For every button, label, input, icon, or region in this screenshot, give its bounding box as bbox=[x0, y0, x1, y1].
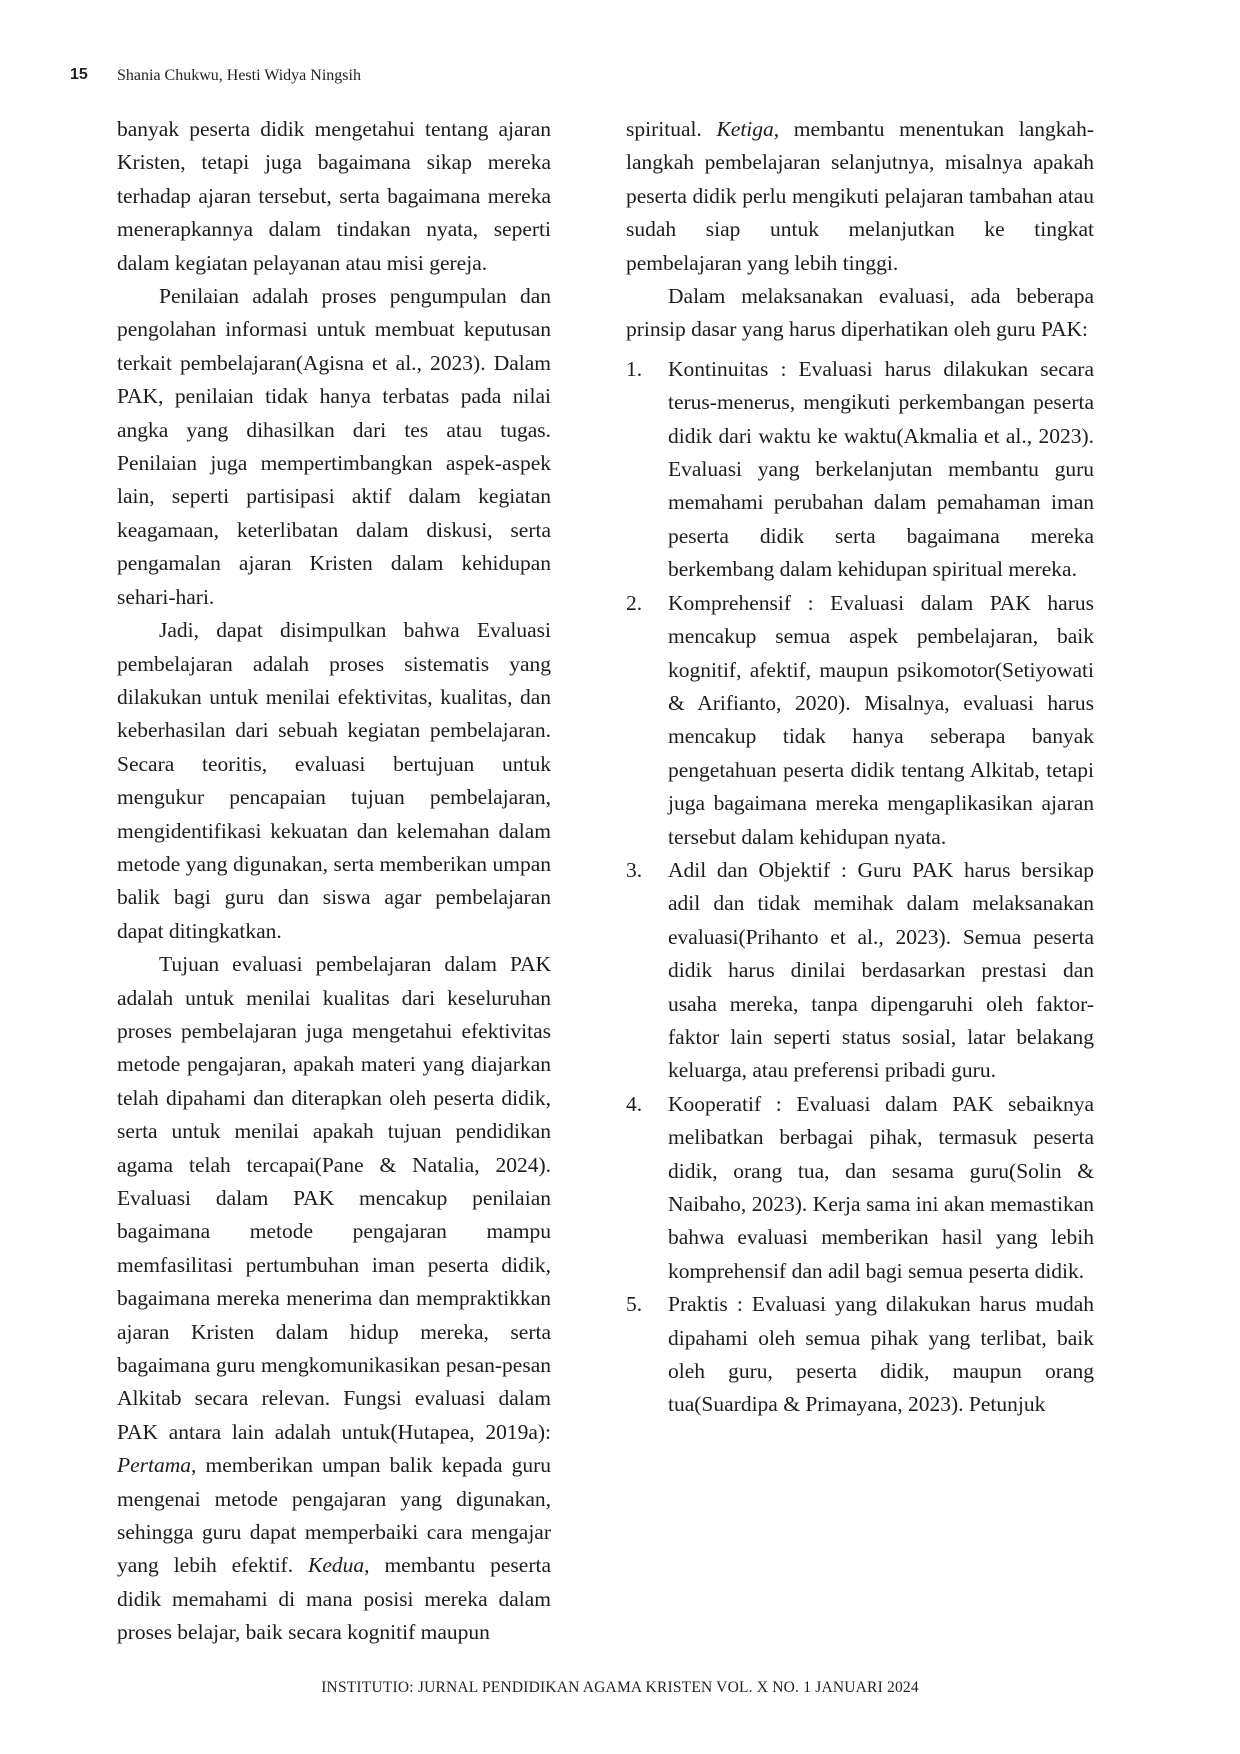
list-number: 3. bbox=[626, 857, 643, 882]
page-number: 15 bbox=[70, 66, 88, 83]
paragraph-text: spiritual. bbox=[626, 117, 717, 141]
list-item bbox=[626, 587, 1094, 854]
list-number: 4. bbox=[626, 1091, 643, 1116]
paragraph: Dalam melaksanakan evaluasi, ada beberapa prinsip dasar yang harus diperhatikan oleh guru PAK: bbox=[626, 284, 1094, 342]
list-number: 2. bbox=[626, 590, 643, 615]
paragraph: Jadi, dapat disimpulkan bahwa Evaluasi pembelajaran adalah proses sistematis yang dilakukan untuk menilai efektivitas, kualitas, dan keberhasilan dari sebuah kegiatan pembelajaran. Secara teoritis, evaluasi bertujuan untuk mengukur pencapaian tujuan pembelajaran, mengidentifikasi kekuatan dan kelemahan dalam metode yang digunakan, serta memberikan umpan balik bagi guru dan siswa agar pembelajaran dapat ditingkatkan. bbox=[117, 618, 551, 943]
list-item bbox=[626, 353, 1094, 587]
right-column bbox=[626, 113, 1094, 1422]
emphasis-ketiga: Ketiga bbox=[716, 117, 774, 141]
list-item bbox=[626, 1288, 1094, 1422]
left-column bbox=[117, 113, 551, 1650]
emphasis-kedua: Kedua bbox=[308, 1553, 365, 1578]
list-number: 1. bbox=[626, 356, 643, 381]
list-text: Komprehensif : Evaluasi dalam PAK harus mencakup semua aspek pembelajaran, baik kognitif, afektif, maupun psikomotor(Setiyowati & Arifianto, 2020). Misalnya, evaluasi harus mencakup tidak hanya seberapa banyak pengetahuan peserta didik tentang Alkitab, tetapi juga bagaimana mereka mengaplikasikan ajaran tersebut dalam kehidupan nyata. bbox=[668, 590, 1094, 849]
list-text: Kontinuitas : Evaluasi harus dilakukan secara terus-menerus, mengikuti perkembangan peserta didik dari waktu ke waktu(Akmalia et al., 2023). Evaluasi yang berkelanjutan membantu guru memahami perubahan dalam pemahaman iman peserta didik serta bagaimana mereka berkembang dalam kehidupan spiritual mereka. bbox=[668, 356, 1094, 582]
list-item bbox=[626, 1088, 1094, 1288]
paragraph-text: , membantu peserta didik memahami di mana posisi mereka dalam proses belajar, baik secara kognitif maupun bbox=[117, 1553, 551, 1645]
paragraph-text: , membantu menentukan langkah-langkah pembelajaran selanjutnya, misalnya apakah peserta didik perlu mengikuti pelajaran tambahan atau sudah siap untuk melanjutkan ke tingkat pembelajaran yang lebih tinggi. bbox=[626, 117, 1094, 275]
principles-list bbox=[626, 353, 1094, 1422]
list-text: Kooperatif : Evaluasi dalam PAK sebaiknya melibatkan berbagai pihak, termasuk peserta didik, orang tua, dan sesama guru(Solin & Naibaho, 2023). Kerja sama ini akan memastikan bahwa evaluasi memberikan hasil yang lebih komprehensif dan adil bagi semua peserta didik. bbox=[668, 1091, 1094, 1283]
list-item bbox=[626, 854, 1094, 1088]
running-head-authors: Shania Chukwu, Hesti Widya Ningsih bbox=[117, 67, 361, 84]
paragraph bbox=[626, 113, 1094, 280]
list-text: Adil dan Objektif : Guru PAK harus bersikap adil dan tidak memihak dalam melaksanakan evaluasi(Prihanto et al., 2023). Semua peserta didik harus dinilai berdasarkan prestasi dan usaha mereka, tanpa dipengaruhi oleh faktor-faktor lain seperti status sosial, latar belakang keluarga, atau preferensi pribadi guru. bbox=[668, 857, 1094, 1083]
journal-footer: INSTITUTIO: JURNAL PENDIDIKAN AGAMA KRISTEN VOL. X NO. 1 JANUARI 2024 bbox=[321, 1679, 919, 1696]
emphasis-pertama: Pertama bbox=[117, 1453, 192, 1478]
list-number: 5. bbox=[626, 1292, 643, 1317]
list-text: Praktis : Evaluasi yang dilakukan harus mudah dipahami oleh semua pihak yang terlibat, baik oleh guru, peserta didik, maupun orang tua(Suardipa & Primayana, 2023). Petunjuk bbox=[668, 1292, 1094, 1417]
paragraph bbox=[117, 948, 551, 1650]
paragraph-text: , memberikan umpan balik kepada guru mengenai metode pengajaran yang digunakan, sehingga guru dapat memperbaiki cara mengajar yang lebih efektif. bbox=[117, 1453, 551, 1578]
paragraph-text: Tujuan evaluasi pembelajaran dalam PAK adalah untuk menilai kualitas dari keseluruhan proses pembelajaran juga mengetahui efektivitas metode pengajaran, apakah materi yang diajarkan telah dipahami dan diterapkan oleh peserta didik, serta untuk menilai apakah tujuan pendidikan agama telah tercapai(Pane & Natalia, 2024). Evaluasi dalam PAK mencakup penilaian bagaimana metode pengajaran mampu memfasilitasi pertumbuhan iman peserta didik, bagaimana mereka menerima dan mempraktikkan ajaran Kristen dalam hidup mereka, serta bagaimana guru mengkomunikasikan pesan-pesan Alkitab secara relevan. Fungsi evaluasi dalam PAK antara lain adalah untuk(Hutapea, 2019a): bbox=[117, 952, 551, 1444]
paragraph: banyak peserta didik mengetahui tentang ajaran Kristen, tetapi juga bagaimana sikap mereka terhadap ajaran tersebut, serta bagaimana mereka menerapkannya dalam tindakan nyata, seperti dalam kegiatan pelayanan atau misi gereja. bbox=[117, 117, 551, 275]
paragraph: Penilaian adalah proses pengumpulan dan pengolahan informasi untuk membuat keputusan terkait pembelajaran(Agisna et al., 2023). Dalam PAK, penilaian tidak hanya terbatas pada nilai angka yang dihasilkan dari tes atau tugas. Penilaian juga mempertimbangkan aspek-aspek lain, seperti partisipasi aktif dalam kegiatan keagamaan, keterlibatan dalam diskusi, serta pengamalan ajaran Kristen dalam kehidupan sehari-hari. bbox=[117, 284, 551, 609]
